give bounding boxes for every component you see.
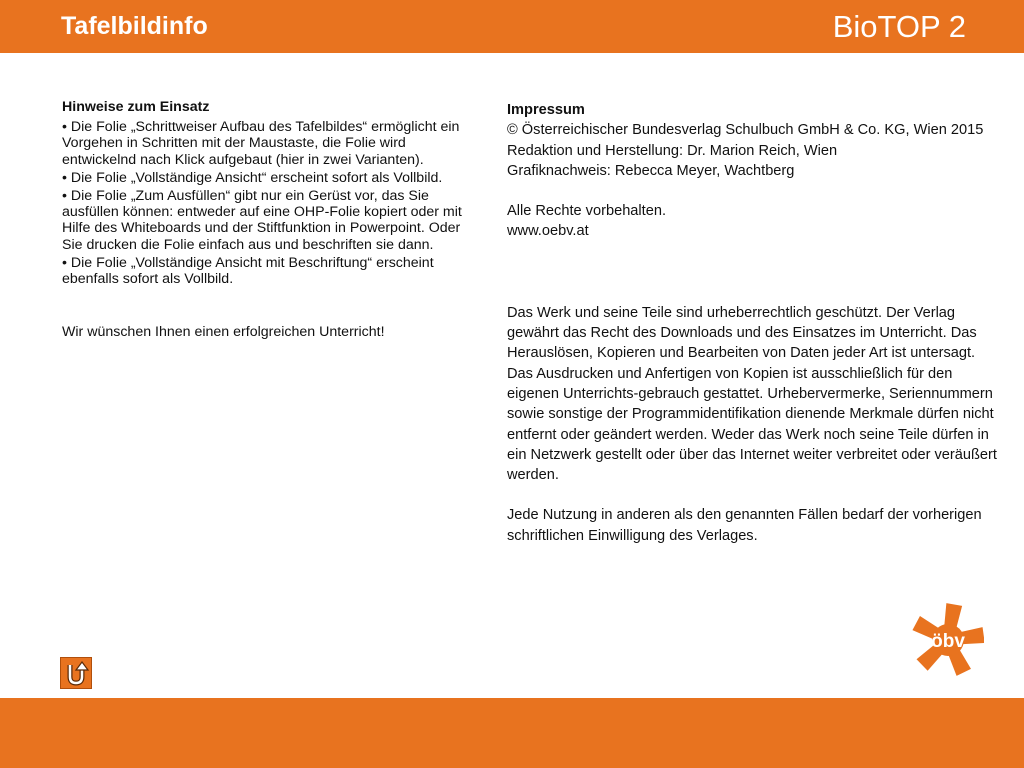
u-turn-back-icon (61, 658, 91, 688)
usage-notes-heading: Hinweise zum Einsatz (62, 99, 210, 115)
oebv-logo-icon (912, 603, 984, 677)
consent-notice: Jede Nutzung in anderen als den genannten Fällen bedarf der vorherigen schriftlichen Einwilligung des Verlages. (507, 507, 982, 544)
rights-line: Alle Rechte vorbehalten. (507, 203, 667, 220)
website-link[interactable]: www.oebv.at (507, 223, 589, 240)
imprint (507, 100, 997, 546)
usage-note-item: • Die Folie „Schrittweiser Aufbau des Tafelbildes“ ermöglicht ein Vorgehen in Schritten mit der Maustaste, die Folie wird entwickelnd nach Klick aufgebaut (hier in zwei Varianten). (62, 119, 460, 168)
usage-note-item: • Die Folie „Vollständige Ansicht mit Beschriftung“ erscheint ebenfalls sofort als Vollbild. (62, 254, 434, 288)
usage-notes (62, 99, 462, 340)
footer-bar (0, 698, 1024, 768)
imprint-heading: Impressum (507, 102, 585, 118)
editing-line: Redaktion und Herstellung: Dr. Marion Reich, Wien (507, 142, 838, 159)
graphics-credit: Grafiknachweis: Rebecca Meyer, Wachtberg (507, 162, 795, 179)
copyright-notice: Das Werk und seine Teile sind urheberrechtlich geschützt. Der Verlag gewährt das Recht des Downloads und des Einsatzes im Unterricht. Das Herauslösen, Kopieren und Bearbeiten von Daten jeder Art ist untersagt. Das Ausdrucken und Anfertigen von Kopien ist ausschließlich für den eigenen Unterrichts-gebrauch gestattet. Urhebervermerke, Seriennummern sowie sonstige der Programmidentifikation dienende Merkmale dürfen nicht entfernt oder geändert werden. Weder das Werk noch seine Teile dürfen in ein Netzwerk gestellt oder über das Internet weiter verbreitet oder veräußert werden. (507, 304, 997, 484)
usage-note-item: • Die Folie „Zum Ausfüllen“ gibt nur ein Gerüst vor, das Sie ausfüllen können: entweder auf eine OHP-Folie kopiert oder mit Hilfe des Whiteboards und der Stiftfunktion in Powerpoint. Oder Sie drucken die Folie einfach aus und beschriften sie dann. (62, 188, 462, 253)
publisher-line: © Österreichischer Bundesverlag Schulbuch GmbH & Co. KG, Wien 2015 (507, 122, 984, 139)
closing-line: Wir wünschen Ihnen einen erfolgreichen Unterricht! (62, 324, 385, 341)
header-bar (0, 0, 1024, 53)
usage-note-item: • Die Folie „Vollständige Ansicht“ erscheint sofort als Vollbild. (62, 169, 443, 186)
brand-title: BioTOP 2 (832, 9, 966, 44)
back-button[interactable] (60, 657, 92, 689)
page-title: Tafelbildinfo (61, 12, 208, 40)
logo-text: öbv (931, 631, 965, 652)
